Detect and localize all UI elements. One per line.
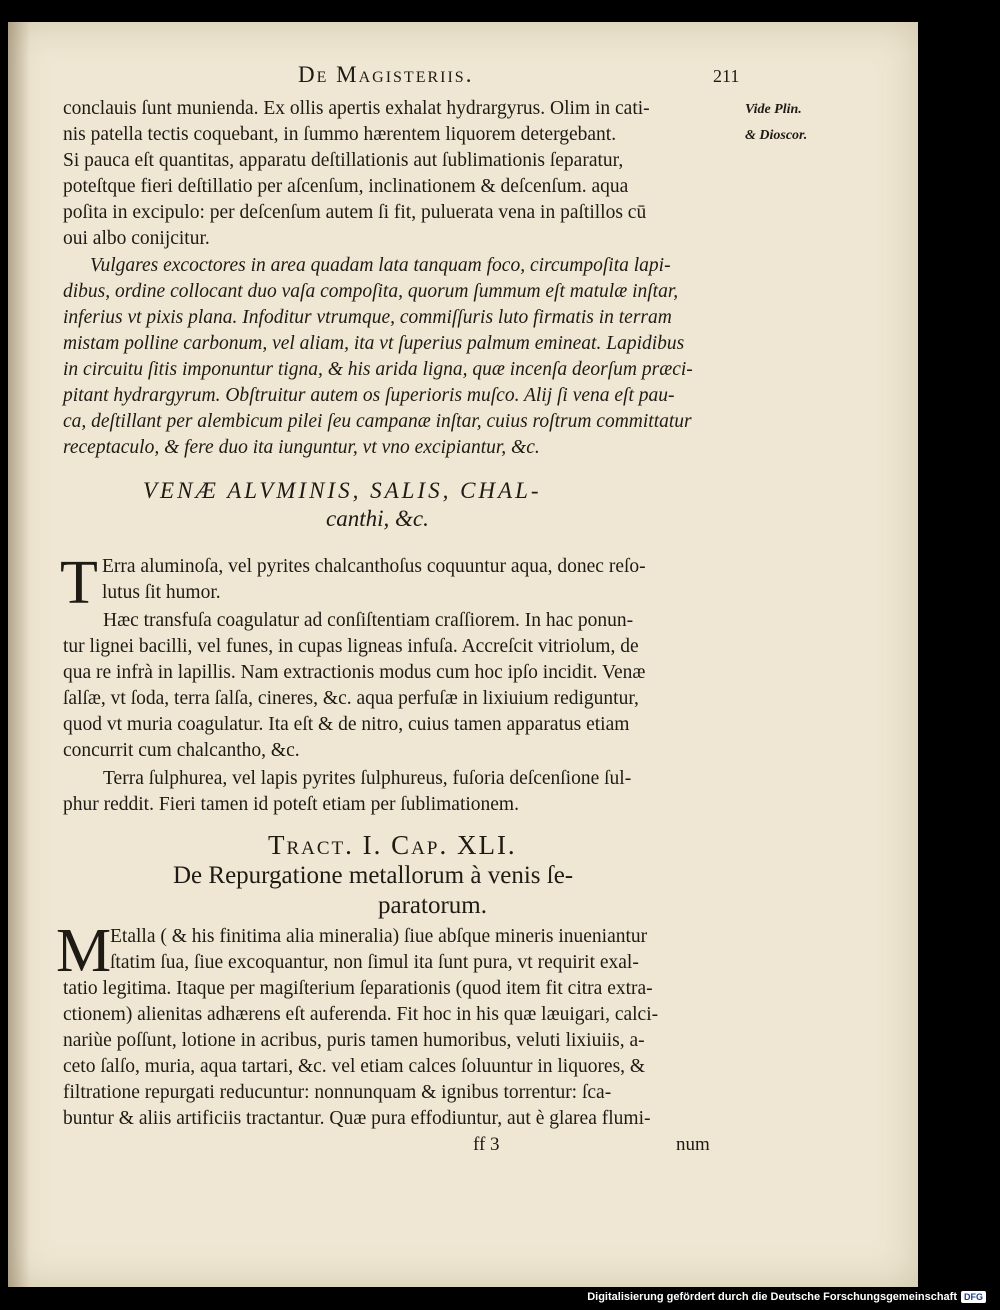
text-line: conclauis ſunt munienda. Ex ollis apertis exhalat hydrargyrus. Olim in cati- xyxy=(63,98,650,119)
drop-cap: T xyxy=(60,549,98,617)
running-header: De Magisteriis. xyxy=(298,62,474,87)
text-line: nariùe poſſunt, lotione in acribus, puris tamen humoribus, veluti lixiuiis, a- xyxy=(63,1030,645,1051)
text-line: concurrit cum chalcantho, &c. xyxy=(63,740,300,761)
margin-note: Vide Plin. xyxy=(745,102,802,117)
italic-text-line: in circuitu ſitis imponuntur tigna, & his arida ligna, quæ incenſa deorſum præci- xyxy=(63,359,693,380)
text-line: nis patella tectis coquebant, in ſummo hærentem liquorem detergebant. xyxy=(63,124,617,145)
text-line: ſtatim ſua, ſiue excoquantur, non ſimul ita ſunt pura, vt requirit exal- xyxy=(110,952,639,973)
catchword: num xyxy=(676,1134,710,1155)
section-heading: canthi, &c. xyxy=(326,506,429,531)
text-line: tur lignei bacilli, vel funes, in cupas ligneas infuſa. Accreſcit vitriolum, de xyxy=(63,636,639,657)
chapter-title: De Repurgatione metallorum à venis ſe- xyxy=(173,862,574,889)
italic-text-line: inferius vt pixis plana. Infoditur vtrumque, commiſſuris luto firmatis in terram xyxy=(63,307,672,328)
text-line: Erra aluminoſa, vel pyrites chalcanthoſus coquuntur aqua, donec reſo- xyxy=(102,556,646,577)
text-line: Si pauca eſt quantitas, apparatu deſtillationis aut ſublimationis ſeparatur, xyxy=(63,150,624,171)
text-line: quod vt muria coagulatur. Ita eſt & de nitro, cuius tamen apparatus etiam xyxy=(63,714,630,735)
text-line: Terra ſulphurea, vel lapis pyrites ſulphureus, fuſoria deſcenſione ſul- xyxy=(103,768,632,789)
margin-note: & Dioscor. xyxy=(745,128,808,143)
italic-text-line: Vulgares excoctores in area quadam lata tanquam foco, circumpoſita lapi- xyxy=(90,255,671,276)
italic-text-line: pitant hydrargyrum. Obſtruitur autem os ſuperioris muſco. Alij ſi vena eſt pau- xyxy=(63,385,675,406)
digitization-credit xyxy=(587,1291,986,1303)
italic-text-line: mistam polline carbonum, vel aliam, ita vt ſuperius palmum emineat. Lapidibus xyxy=(63,333,685,354)
chapter-label: Tract. I. Cap. XLI. xyxy=(268,830,517,860)
text-line: ſalſæ, vt ſoda, terra ſalſa, cineres, &c. aqua perfuſæ in lixiuium rediguntur, xyxy=(63,688,639,709)
italic-text-line: dibus, ordine collocant duo vaſa compoſita, quorum ſummum eſt matulæ inſtar, xyxy=(63,281,679,302)
book-page xyxy=(8,22,918,1287)
text-line: phur reddit. Fieri tamen id poteſt etiam per ſublimationem. xyxy=(63,794,519,815)
text-line: filtratione repurgati reducuntur: nonnunquam & ignibus torrentur: ſca- xyxy=(63,1082,612,1103)
text-line: ctionem) alienitas adhærens eſt auferenda. Fit hoc in his quæ læuigari, calci- xyxy=(63,1004,659,1025)
text-line: qua re infrà in lapillis. Nam extractionis modus cum hoc ipſo incidit. Venæ xyxy=(63,662,646,683)
page-spine-shadow xyxy=(8,22,30,1287)
text-line: lutus ſit humor. xyxy=(102,582,221,603)
text-line: Hæc transfuſa coagulatur ad conſiſtentiam craſſiorem. In hac ponun- xyxy=(103,610,634,631)
chapter-title: paratorum. xyxy=(378,892,487,919)
text-line: buntur & aliis artificiis tractantur. Quæ pura effodiuntur, aut è glarea flumi- xyxy=(63,1108,651,1129)
drop-cap: M xyxy=(56,917,112,985)
text-line: Etalla ( & his finitima alia mineralia) ſiue abſque mineris inueniantur xyxy=(110,926,648,947)
credit-text: Digitalisierung gefördert durch die Deutsche Forschungsgemeinschaft xyxy=(587,1291,957,1303)
text-line: poſita in excipulo: per deſcenſum autem ſi fit, puluerata vena in paſtillos cū xyxy=(63,202,647,223)
signature-mark: ff 3 xyxy=(473,1134,500,1155)
italic-text-line: ca, deſtillant per alembicum pilei ſeu campanæ inſtar, cuius roſtrum committatur xyxy=(63,411,692,432)
dfg-logo: DFG xyxy=(961,1291,986,1303)
text-line: ceto ſalſo, muria, aqua tartari, &c. vel etiam calces ſoluuntur in liquores, & xyxy=(63,1056,646,1077)
page-number: 211 xyxy=(713,66,740,86)
text-line: poteſtque fieri deſtillatio per aſcenſum, inclinationem & deſcenſum. aqua xyxy=(63,176,629,197)
italic-text-line: receptaculo, & fere duo ita iunguntur, vt vno excipiantur, &c. xyxy=(63,437,540,458)
text-line: oui albo conijcitur. xyxy=(63,228,210,249)
section-heading: VENÆ ALVMINIS, SALIS, CHAL- xyxy=(143,478,542,503)
text-line: tatio legitima. Itaque per magiſterium ſeparationis (quod item fit citra extra- xyxy=(63,978,653,999)
